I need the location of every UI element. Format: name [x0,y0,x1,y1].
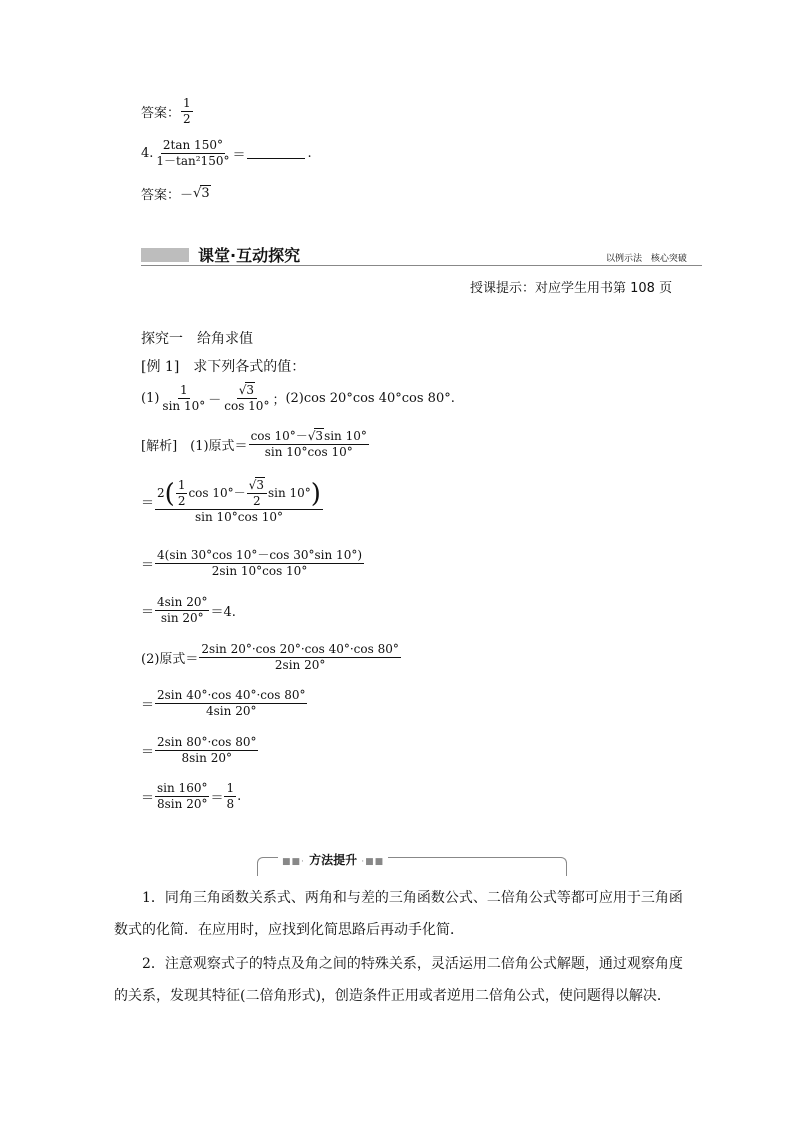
section-title: 课堂·互动探究 [198,246,301,265]
fraction: 2 ( $\frac{1}{2}$ cos 10°－ $\frac{√3}{2}$ sin 10° ) sin 10°cos 10° [157,478,321,524]
section-tags: 以例示法 核心突破 [606,254,687,264]
fraction: $\frac{4\sin 20^\circ}{\sin 20^\circ}$ [157,595,208,625]
question-number: 4. [141,146,154,161]
answer-blank [247,148,305,159]
fraction: $\frac{1}{8}$ [226,781,235,811]
question-4-row: 4. $\frac{2\tan 150^\circ}{\text{1－tan²150°}}$ ＝ . [141,138,312,168]
answer-fraction: $\frac{1}{2}$ [183,96,191,126]
example-label: [例 1] 求下列各式的值： [141,359,306,375]
explore-heading: 探究一 给角求值 [141,331,253,347]
solution-part2-step-3: ＝ $\frac{2\sin 80^\circ\cdot\cos 80^\circ}{8\sin 20^\circ}$ [141,735,257,765]
answer-label: 答案： [141,188,181,203]
method-paragraph-2: 2．注意观察式子的特点及角之间的特殊关系，灵活运用二倍角公式解题，通过观察角度的关系，发现其特征(二倍角形式)，创造条件正用或者逆用二倍角公式，使问题得以解决． [114,956,683,1004]
sqrt-symbol: √3 [193,186,210,201]
fraction: $\frac{\cos 10^\circ-√3\sin 10^\circ}{\sin 10^\circ\cos 10^\circ}$ [250,429,367,459]
fraction: $\frac{√3}{\cos 10^\circ}$ [224,383,270,413]
fraction: $\frac{1}{\sin 10^\circ}$ [162,383,206,413]
lesson-hint: 授课提示：对应学生用书第 108 页 [470,281,673,296]
solution-part2-step-2: ＝ $\frac{2\sin 40^\circ\cdot\cos 40^\circ\cdot\cos 80^\circ}{4\sin 20^\circ}$ [141,688,306,718]
section-divider [141,265,702,266]
answer-label: 答案： [141,106,181,121]
answer-3-row [141,96,194,127]
solution-part2-step-1: (2)原式＝ $\frac{2\sin 20^\circ\cdot\cos 20^\circ\cdot\cos 40^\circ\cdot\cos 80^\circ}{2\sin 20^\circ}$ [141,642,399,672]
answer-4-row: 答案： － √3 [141,186,210,203]
fraction: $\frac{2\sin 80^\circ\cdot\cos 80^\circ}{8\sin 20^\circ}$ [157,735,257,765]
method-paragraph-1: 1．同角三角函数关系式、两角和与差的三角函数公式、二倍角公式等都可应用于三角函数式的化简．在应用时，应找到化简思路后再动手化简． [114,890,683,938]
solution-step-4: ＝ $\frac{4\sin 20^\circ}{\sin 20^\circ}$ ＝4. [141,595,236,625]
solution-part2-step-4: ＝ $\frac{\sin 160^\circ}{8\sin 20^\circ}$ ＝ $\frac{1}{8}$ . [141,781,242,811]
solution-step-3: ＝ $\frac{4(\sin 30^\circ\cos 10^\circ-\cos 30^\circ\sin 10^\circ)}{2\sin 10^\circ\cos 10^\circ}$ [141,548,363,578]
example-problems: (1) $\frac{1}{\sin 10^\circ}$ － $\frac{√3}{\cos 10^\circ}$ ； (2)cos 20°cos 40°cos 80°. [141,383,455,413]
method-label: ■■· 方法提升 ·■■ [278,851,388,868]
fraction: $\frac{4(\sin 30^\circ\cos 10^\circ-\cos 30^\circ\sin 10^\circ)}{2\sin 10^\circ\cos 10^\circ}$ [157,548,363,578]
fraction: $\frac{2\sin 20^\circ\cdot\cos 20^\circ\cdot\cos 40^\circ\cdot\cos 80^\circ}{2\sin 20^\circ}$ [201,642,399,672]
section-bar [141,248,189,262]
fraction: $\frac{\sin 160^\circ}{8\sin 20^\circ}$ [157,781,208,811]
fraction: $\frac{2\sin 40^\circ\cdot\cos 40^\circ\cdot\cos 80^\circ}{4\sin 20^\circ}$ [157,688,306,718]
solution-step-2: ＝ 2 ( $\frac{1}{2}$ cos 10°－ $\frac{√3}{2}$ sin 10° ) sin 10°cos 10° [141,478,321,524]
question-4-fraction: $\frac{2\tan 150^\circ}{\text{1－tan²150°}}$ [156,138,230,168]
solution-step-1: [解析] (1)原式＝ $\frac{\cos 10^\circ-√3\sin 10^\circ}{\sin 10^\circ\cos 10^\circ}$ [141,429,367,459]
